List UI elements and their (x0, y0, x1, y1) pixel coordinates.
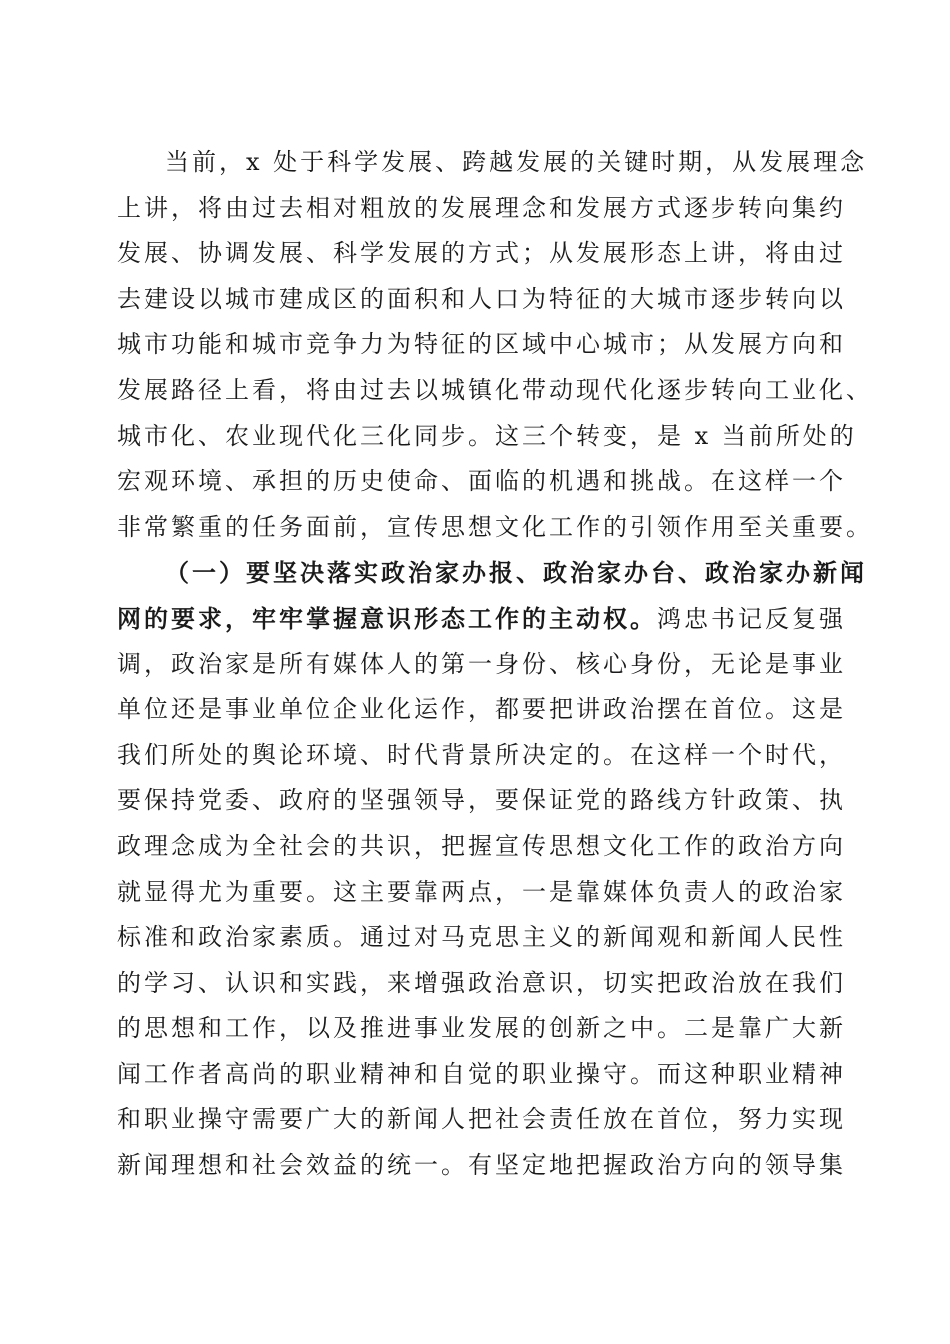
section-heading-line-2 (117, 596, 846, 642)
paragraph-2-line-10: 闻工作者高尚的职业精神和自觉的职业操守。而这种职业精神 (117, 1059, 846, 1088)
section-heading-line-1: （一）要坚决落实政治家办报、政治家办台、政治家办新闻 (165, 558, 867, 588)
paragraph-2-line-7: 标准和政治家素质。通过对马克思主义的新闻观和新闻人民性 (117, 923, 846, 952)
paragraph-2-line-1: 调，政治家是所有媒体人的第一身份、核心身份，无论是事业 (117, 649, 846, 678)
paragraph-1-line-3: 发展、协调发展、科学发展的方式；从发展形态上讲，将由过 (117, 239, 846, 268)
paragraph-2-line-4: 要保持党委、政府的坚强领导，要保证党的路线方针政策、执 (117, 786, 846, 815)
paragraph-2-line-5: 政理念成为全社会的共识，把握宣传思想文化工作的政治方向 (117, 831, 846, 860)
paragraph-1-line-5: 城市功能和城市竞争力为特征的区域中心城市；从发展方向和 (117, 330, 846, 359)
document-body (117, 140, 873, 1189)
paragraph-2-line-2: 单位还是事业单位企业化运作，都要把讲政治摆在首位。这是 (117, 695, 846, 724)
paragraph-2-line-12: 新闻理想和社会效益的统一。有坚定地把握政治方向的领导集 (117, 1151, 846, 1180)
paragraph-1-line-7: 城市化、农业现代化三化同步。这三个转变，是 x 当前所处的 (117, 421, 857, 450)
paragraph-2-line-8: 的学习、认识和实践，来增强政治意识，切实把政治放在我们 (117, 968, 846, 997)
paragraph-1-line-2: 上讲，将由过去相对粗放的发展理念和发展方式逐步转向集约 (117, 193, 846, 222)
paragraph-1-line-6: 发展路径上看，将由过去以城镇化带动现代化逐步转向工业化、 (117, 375, 873, 404)
paragraph-2-line-9: 的思想和工作，以及推进事业发展的创新之中。二是靠广大新 (117, 1014, 846, 1043)
section-heading-continuation: 鸿忠书记反复强 (657, 604, 846, 633)
paragraph-1-line-8: 宏观环境、承担的历史使命、面临的机遇和挑战。在这样一个 (117, 467, 846, 496)
paragraph-2-line-3: 我们所处的舆论环境、时代背景所决定的。在这样一个时代， (117, 740, 846, 769)
paragraph-1-line-1: 当前，x 处于科学发展、跨越发展的关键时期，从发展理念 (165, 148, 868, 176)
paragraph-1-line-9: 非常繁重的任务面前，宣传思想文化工作的引领作用至关重要。 (117, 512, 873, 541)
section-heading-bold-text: 网的要求，牢牢掌握意识形态工作的主动权。 (117, 603, 657, 633)
paragraph-1-line-4: 去建设以城市建成区的面积和人口为特征的大城市逐步转向以 (117, 284, 846, 313)
paragraph-2-line-6: 就显得尤为重要。这主要靠两点，一是靠媒体负责人的政治家 (117, 877, 846, 906)
paragraph-2-line-11: 和职业操守需要广大的新闻人把社会责任放在首位，努力实现 (117, 1105, 846, 1134)
